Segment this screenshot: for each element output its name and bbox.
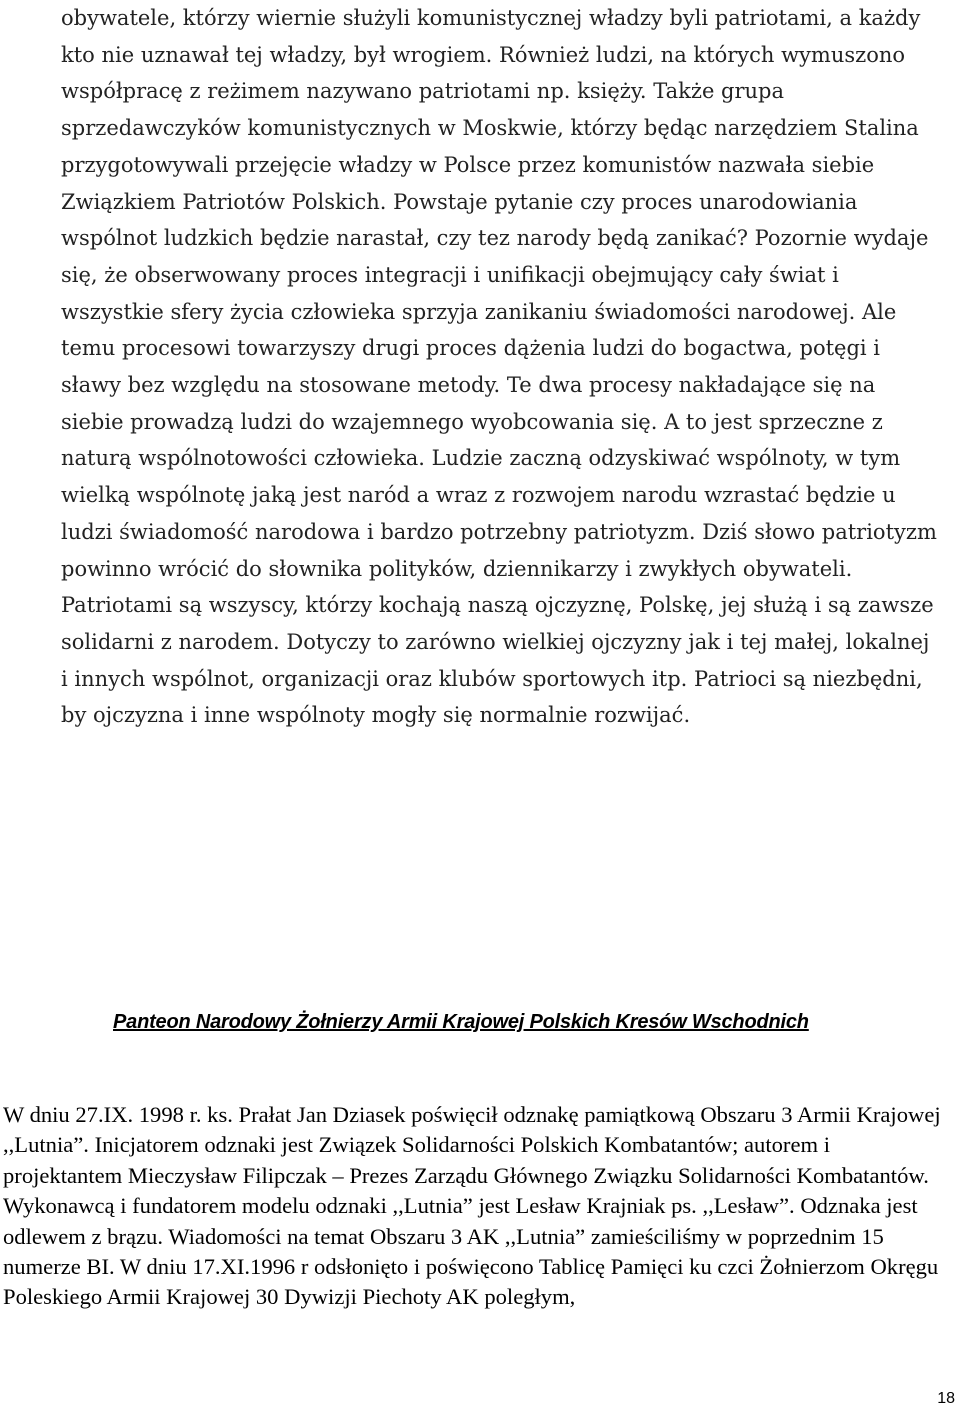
sentence: Wykonawcą i fundatorem modelu odznaki ,,Lutnia” jest Lesław Krajniak ps. ,,Lesław”. [3, 1193, 801, 1219]
body-paragraph-top [61, 0, 941, 734]
sentence: Pozornie wydaje się, że obserwowany proces integracji i unifikacji obejmujący cały świat i wszystkie sfery życia człowieka sprzyja zanikaniu świadomości narodowej. [61, 226, 929, 324]
sentence: Ale temu procesowi towarzyszy drugi proces dążenia ludzi do bogactwa, potęgi i sławy bez względu na stosowane metody. [61, 299, 897, 398]
sentence: Te dwa procesy nakładające się na siebie prowadzą ludzi do wzajemnego wyobcowania się. [61, 373, 876, 434]
sentence: Także grupa sprzedawczyków komunistycznych w Moskwie, którzy będąc narzędziem Stalina przygotowywali przejęcie władzy w Polsce przez komunistów nazwała siebie Związkiem Patriotów Polskich. [61, 79, 919, 214]
sentence: Wiadomości na temat Obszaru 3 AK ,,Lutnia” zamieściliśmy w poprzednim 15 numerze BI. [3, 1223, 884, 1280]
sentence: W dniu 17.XI.1996 r odsłonięto i poświęcono Tablicę Pamięci ku czci Żołnierzom Okręgu Poleskiego Armii Krajowej 30 Dywizji Piechoty AK poległym, [3, 1254, 939, 1310]
sentence: Patrioci są niezbędni, by ojczyzna i inne wspólnoty mogły się normalnie rozwijać. [61, 666, 923, 728]
sentence: obywatele, którzy wiernie służyli komunistycznej władzy byli patriotami, a każdy kto nie uznawał tej władzy, był wrogiem. Również ludzi, na których wymuszono współpracę z reżimem nazywano patriotami np. księży. [61, 6, 921, 104]
section-heading: Panteon Narodowy Żołnierzy Armii Krajowej Polskich Kresów Wschodnich [113, 1011, 809, 1033]
sentence: Ludzie zaczną odzyskiwać wspólnoty, w tym wielką wspólnotę jaką jest naród a wraz z rozwojem narodu wzrastać będzie u ludzi świadomość narodowa i bardzo potrzebny patriotyzm. [61, 446, 901, 544]
sentence: Dotyczy to zarówno wielkiej ojczyzny jak i tej małej, lokalnej i innych wspólnot, organizacji oraz klubów sportowych itp. [61, 629, 930, 691]
sentence: Inicjatorem odznaki jest Związek Solidarności Polskich Kombatantów; autorem i projektantem Mieczysław Filipczak – Prezes Zarządu Głównego Związku Solidarności Kombatantów. [3, 1132, 929, 1188]
sentence: Odznaka jest odlewem z brązu. [3, 1193, 918, 1249]
sentence: Powstaje pytanie czy proces unarodowiania wspólnot ludzkich będzie narastał, czy tez narody będą zanikać? [61, 189, 858, 251]
sentence: Dziś słowo patriotyzm powinno wrócić do słownika polityków, dziennikarzy i zwykłych obywateli. [61, 519, 937, 581]
page-number: 18 [937, 1390, 955, 1407]
sentence: Patriotami są wszyscy, którzy kochają naszą ojczyznę, Polskę, jej służą i są zawsze solidarni z narodem. [61, 593, 934, 654]
sentence: W dniu 27.IX. 1998 r. ks. Prałat Jan Dziasek poświęcił odznakę pamiątkową Obszaru 3 Armii Krajowej ,,Lutnia”. [3, 1102, 941, 1158]
sentence: A to jest sprzeczne z naturą wspólnotowości człowieka. [61, 409, 883, 471]
body-paragraph-bottom [3, 1100, 948, 1313]
